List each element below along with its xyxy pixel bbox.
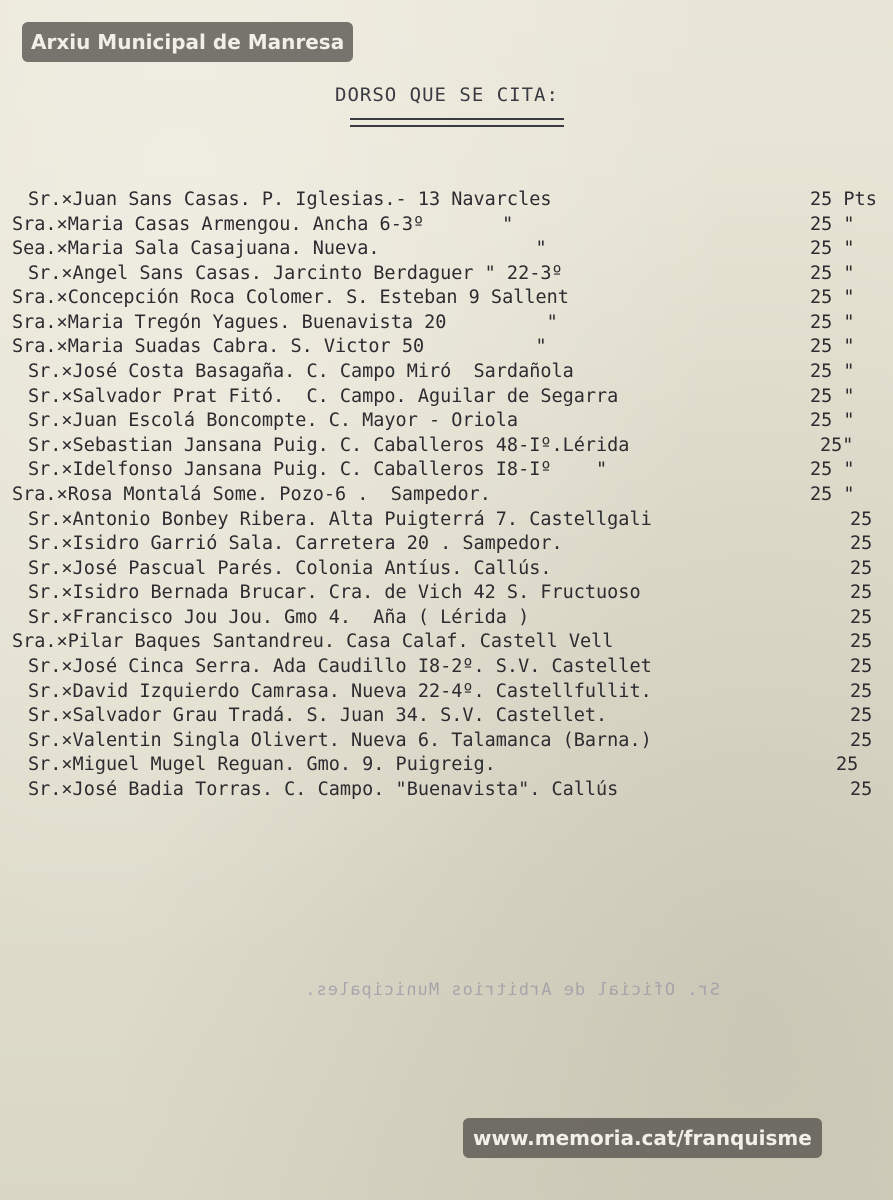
recipient-entry: Sr.×José Badia Torras. C. Campo. "Buenavista". Callús: [28, 779, 619, 800]
amount-value: 25 ": [810, 263, 855, 284]
list-item: [0, 705, 893, 729]
list-item: [0, 779, 893, 803]
recipient-entry: Sr.×David Izquierdo Camrasa. Nueva 22-4º. Castellfullit.: [28, 681, 652, 702]
list-item: [0, 361, 893, 385]
list-item: [0, 238, 893, 262]
recipient-entry: Sr.×Juan Escolá Boncompte. C. Mayor - Oriola: [28, 410, 519, 431]
list-item: [0, 214, 893, 238]
recipient-entry: Sr.×Isidro Garrió Sala. Carretera 20 . Sampedor.: [28, 533, 563, 554]
list-item: [0, 509, 893, 533]
amount-value: 25: [850, 705, 873, 726]
recipient-entry: Sr.×Angel Sans Casas. Jarcinto Berdaguer " 22-3º: [28, 263, 563, 284]
website-watermark: www.memoria.cat/franquisme: [463, 1118, 822, 1158]
title-underline: [350, 118, 564, 127]
recipient-entry: Sr.×Antonio Bonbey Ribera. Alta Puigterrá 7. Castellgali: [28, 509, 652, 530]
amount-value: 25 ": [810, 361, 855, 382]
amount-value: 25 Pts: [810, 189, 877, 210]
amount-value: 25 ": [810, 459, 855, 480]
list-item: [0, 263, 893, 287]
list-item: [0, 656, 893, 680]
recipient-entry: Sr.×Salvador Grau Tradá. S. Juan 34. S.V. Castellet.: [28, 705, 608, 726]
amount-value: 25: [850, 509, 873, 530]
recipient-entry: Sr.×José Costa Basagaña. C. Campo Miró Sardañola: [28, 361, 574, 382]
recipient-entry: Sr.×Idelfonso Jansana Puig. C. Caballeros I8-Iº ": [28, 459, 608, 480]
recipient-entry: Sea.×Maria Sala Casajuana. Nueva. ": [12, 238, 547, 259]
amount-value: 25: [850, 631, 873, 652]
amount-value: 25: [850, 779, 873, 800]
list-item: [0, 287, 893, 311]
amount-value: 25 ": [810, 238, 855, 259]
list-item: [0, 386, 893, 410]
amount-value: 25 ": [810, 312, 855, 333]
list-item: [0, 754, 893, 778]
amount-value: 25: [850, 607, 873, 628]
recipient-entry: Sra.×Pilar Baques Santandreu. Casa Calaf. Castell Vell: [12, 631, 614, 652]
list-item: [0, 533, 893, 557]
amount-value: 25: [836, 754, 859, 775]
recipient-entry: Sr.×Francisco Jou Jou. Gmo 4. Aña ( Lérida ): [28, 607, 530, 628]
list-item: [0, 410, 893, 434]
recipient-entry: Sr.×Sebastian Jansana Puig. C. Caballeros 48-Iº.Lérida: [28, 435, 630, 456]
amount-value: 25": [820, 435, 854, 456]
list-item: [0, 312, 893, 336]
recipient-entry: Sra.×Maria Casas Armengou. Ancha 6-3º ": [12, 214, 514, 235]
recipient-entry: Sr.×José Cinca Serra. Ada Caudillo I8-2º. S.V. Castellet: [28, 656, 652, 677]
archive-watermark: Arxiu Municipal de Manresa: [22, 22, 353, 62]
recipient-entry: Sra.×Maria Suadas Cabra. S. Victor 50 ": [12, 336, 547, 357]
amount-value: 25 ": [810, 287, 855, 308]
amount-value: 25 ": [810, 386, 855, 407]
amount-value: 25: [850, 681, 873, 702]
document-title: DORSO QUE SE CITA:: [335, 84, 559, 106]
recipient-entry: Sra.×Maria Tregón Yagues. Buenavista 20 ": [12, 312, 558, 333]
amount-value: 25 ": [810, 410, 855, 431]
list-item: [0, 435, 893, 459]
amount-value: 25: [850, 582, 873, 603]
amount-value: 25: [850, 730, 873, 751]
amount-value: 25: [850, 558, 873, 579]
list-item: [0, 336, 893, 360]
list-item: [0, 582, 893, 606]
recipient-entry: Sr.×Juan Sans Casas. P. Iglesias.- 13 Navarcles: [28, 189, 552, 210]
list-item: [0, 631, 893, 655]
list-item: [0, 484, 893, 508]
amount-value: 25 ": [810, 214, 855, 235]
amount-value: 25 ": [810, 484, 855, 505]
list-item: [0, 730, 893, 754]
recipient-entry: Sr.×Salvador Prat Fitó. C. Campo. Aguilar de Segarra: [28, 386, 619, 407]
list-item: [0, 558, 893, 582]
amount-value: 25: [850, 656, 873, 677]
list-item: [0, 189, 893, 213]
recipient-entry: Sr.×Isidro Bernada Brucar. Cra. de Vich 42 S. Fructuoso: [28, 582, 641, 603]
recipient-entry: Sr.×Miguel Mugel Reguan. Gmo. 9. Puigreig.: [28, 754, 496, 775]
recipient-entry: Sra.×Rosa Montalá Some. Pozo-6 . Sampedor.: [12, 484, 491, 505]
recipient-entry: Sra.×Concepción Roca Colomer. S. Esteban 9 Sallent: [12, 287, 569, 308]
list-item: [0, 681, 893, 705]
recipient-entry: Sr.×José Pascual Parés. Colonia Antíus. Callús.: [28, 558, 552, 579]
bleed-through-text: Sr. Oficial de Arbitrios Municipales.: [304, 980, 720, 1000]
amount-value: 25: [850, 533, 873, 554]
recipient-entry: Sr.×Valentin Singla Olivert. Nueva 6. Talamanca (Barna.): [28, 730, 652, 751]
list-item: [0, 459, 893, 483]
list-item: [0, 607, 893, 631]
amount-value: 25 ": [810, 336, 855, 357]
